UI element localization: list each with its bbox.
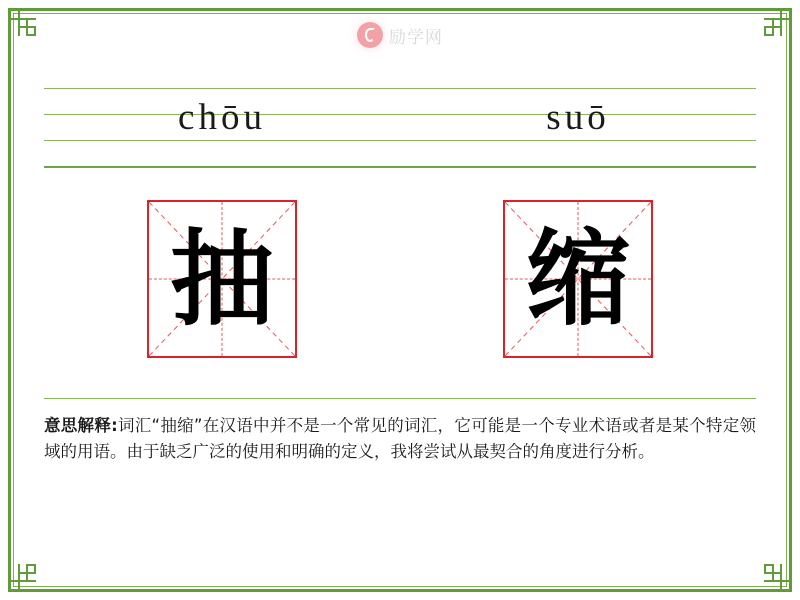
pinyin-cell-2 [400,88,756,140]
pinyin-text-1: chōu [178,97,266,138]
flame-circle-logo-icon [357,22,383,48]
explanation-body: 词汇“抽缩”在汉语中并不是一个常见的词汇，它可能是一个专业术语或者是某个特定领域的用语。由于缺乏广泛的使用和明确的定义，我将尝试从最契合的角度进行分析。 [44,416,756,461]
staff-line-3 [44,140,756,141]
explanation-label: 意思解释: [44,416,118,435]
hanzi-character-2: 缩 [525,218,630,340]
corner-ornament-bottom-right-icon [756,556,790,590]
staff-line-4 [44,166,756,168]
character-cell-1 [44,196,400,362]
tianzige-grid-2 [503,200,653,358]
watermark-brand-label: 励学网 [389,27,443,47]
explanation-block [44,398,756,464]
tianzige-grid-1 [147,200,297,358]
pinyin-text-2: suō [546,97,610,138]
watermark [0,18,800,52]
pinyin-cell-1 [44,88,400,140]
corner-ornament-bottom-left-icon [10,556,44,590]
pinyin-row [44,88,756,140]
character-cell-2 [400,196,756,362]
hanzi-character-1: 抽 [169,218,274,340]
character-grid-row [44,196,756,362]
